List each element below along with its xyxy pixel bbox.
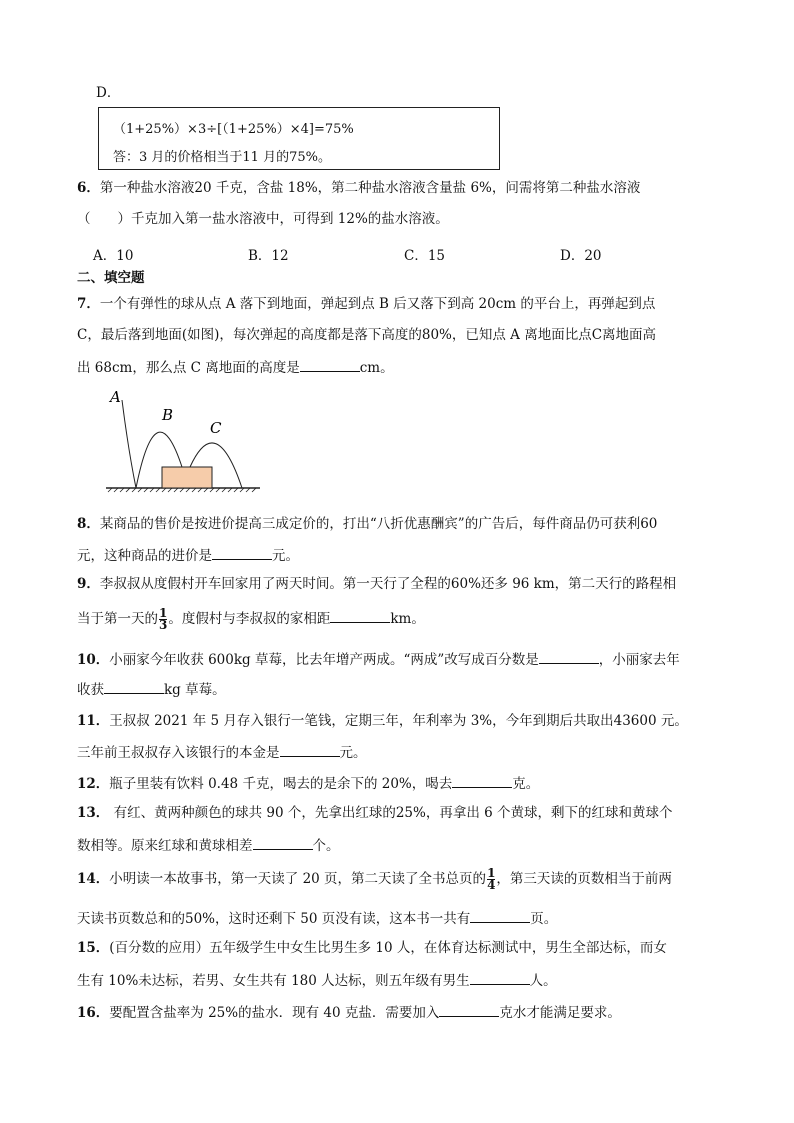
question-15-line-1: [77, 939, 667, 957]
fraction-numerator: 1: [487, 866, 496, 880]
question-13-line-1: [77, 804, 673, 822]
fraction: [487, 868, 495, 891]
question-text: 要配置含盐率为 25%的盐水．现有 40 克盐．需要加入: [109, 1005, 440, 1021]
section-title: 二、填空题: [77, 270, 145, 286]
question-9-line-2: [77, 606, 425, 632]
question-10-line-2: [77, 679, 226, 699]
answer-blank[interactable]: [280, 742, 340, 757]
question-8-line-2: [77, 545, 299, 565]
question-number: 15．: [77, 940, 110, 956]
question-12-line-1: [77, 773, 539, 793]
question-10-line-1: [77, 649, 680, 669]
question-text: 一个有弹性的球从点 A 落下到地面，弹起到点 B 后又落下到高 20cm 的平台上，再弹起到点: [99, 296, 656, 312]
option-b: B．12: [248, 248, 289, 264]
question-text: 小明读一本故事书，第一天读了 20 页，第二天读了全书总页的: [109, 871, 487, 887]
question-number: 11．: [77, 713, 110, 729]
question-7-line-1: [77, 295, 655, 313]
question-text: 某商品的售价是按进价提高三成定价的，打出“八折优惠酬宾”的广告后，每件商品仍可获利60: [99, 516, 658, 532]
question-number: 6．: [77, 180, 100, 196]
question-text: cm。: [359, 360, 394, 376]
question-6-line-1: [77, 179, 640, 197]
question-8-line-1: [77, 515, 657, 533]
question-text: 元，这种商品的进价是: [77, 548, 212, 564]
question-text: 人。: [529, 973, 557, 989]
question-text: ，小丽家去年: [598, 652, 680, 668]
question-number: 10．: [77, 652, 110, 668]
option-a: A．10: [93, 248, 134, 264]
question-text: 出 68cm，那么点 C 离地面的高度是: [77, 360, 300, 376]
question-text: ，第三天读的页数相当于前两: [496, 871, 672, 887]
label-a: A: [110, 388, 121, 406]
question-text: 。度假村与李叔叔的家相距: [168, 611, 331, 627]
question-text: 数相等。原来红球和黄球相差: [77, 838, 253, 854]
question-text: 三年前王叔叔存入该银行的本金是: [77, 745, 280, 761]
answer-blank[interactable]: [330, 608, 390, 623]
box-answer: 答：3 月的价格相当于11 月的75%。: [113, 150, 331, 165]
fraction: [159, 608, 167, 631]
answer-box: [98, 107, 500, 170]
question-text: 天读书页数总和的50%，这时还剩下 50 页没有读，这本书一共有: [77, 911, 471, 927]
question-text: 小丽家今年收获 600kg 草莓，比去年增产两成。“两成”改写成百分数是: [109, 652, 539, 668]
question-text: 元。: [339, 745, 367, 761]
question-16-line-1: [77, 1002, 621, 1022]
option-d-label: D．: [96, 85, 121, 101]
answer-blank[interactable]: [104, 679, 164, 694]
question-text: 王叔叔 2021 年 5 月存入银行一笔钱，定期三年，年利率为 3%，今年到期后共取出43600 元。: [109, 713, 688, 729]
question-9-line-1: [77, 575, 676, 593]
question-number: 16．: [77, 1005, 110, 1021]
question-text: 李叔叔从度假村开车回家用了两天时间。第一天行了全程的60%还多 96 km，第二天行的路程相: [99, 576, 677, 592]
question-text: 有红、黄两种颜色的球共 90 个，先拿出红球的25%，再拿出 6 个黄球，剩下的红球和黄球个: [109, 805, 673, 821]
question-text: 当于第一天的: [77, 611, 158, 627]
option-c: C．15: [404, 248, 446, 264]
question-text: 瓶子里装有饮料 0.48 千克，喝去的是余下的 20%，喝去: [109, 776, 453, 792]
bouncing-ball-figure: [104, 388, 264, 494]
option-d: D．20: [560, 248, 602, 264]
answer-blank[interactable]: [539, 649, 599, 664]
question-14-line-2: [77, 908, 557, 928]
question-text: 元。: [272, 548, 299, 564]
question-11-line-1: [77, 712, 688, 730]
question-text: 页。: [530, 911, 558, 927]
question-6-line-2: （ ）千克加入第一盐水溶液中，可得到 12%的盐水溶液。: [77, 211, 449, 227]
question-15-line-2: [77, 970, 557, 990]
answer-blank[interactable]: [470, 970, 530, 985]
question-13-line-2: [77, 835, 340, 855]
question-text: 第一种盐水溶液20 千克，含盐 18%，第二种盐水溶液含量盐 6%，问需将第二种盐水溶液: [99, 180, 641, 196]
answer-blank[interactable]: [253, 835, 313, 850]
answer-blank[interactable]: [212, 545, 272, 560]
box-equation: （1+25%）×3÷[（1+25%）×4]=75%: [113, 122, 354, 137]
question-text: 克。: [512, 776, 540, 792]
fraction-denominator: 4: [487, 878, 496, 892]
answer-blank[interactable]: [300, 357, 360, 372]
question-number: 12．: [77, 776, 110, 792]
label-b: B: [162, 406, 174, 424]
label-c: C: [210, 419, 222, 437]
question-number: 14．: [77, 871, 110, 887]
question-text: kg 草莓。: [164, 682, 226, 698]
answer-blank[interactable]: [452, 773, 512, 788]
question-text: 个。: [312, 838, 340, 854]
question-11-line-2: [77, 742, 367, 762]
question-text: 收获: [77, 682, 104, 698]
question-number: 9．: [77, 576, 100, 592]
answer-blank[interactable]: [470, 908, 530, 923]
question-text: 克水才能满足要求。: [499, 1005, 621, 1021]
fraction-numerator: 1: [159, 606, 168, 620]
question-text: km。: [390, 611, 425, 627]
question-number: 7．: [77, 296, 100, 312]
question-number: 8．: [77, 516, 100, 532]
answer-blank[interactable]: [439, 1002, 499, 1017]
question-text: 生有 10%未达标，若男、女生共有 180 人达标，则五年级有男生: [77, 973, 470, 989]
question-7-line-2: C，最后落到地面(如图)，每次弹起的高度都是落下高度的80%，已知点 A 离地面比点C离地面高: [77, 327, 657, 343]
question-text: (百分数的应用）五年级学生中女生比男生多 10 人，在体育达标测试中，男生全部达标，而女: [109, 940, 667, 956]
fraction-denominator: 3: [159, 618, 168, 632]
question-number: 13．: [77, 805, 110, 821]
question-14-line-1: [77, 866, 672, 892]
question-7-line-3: [77, 357, 394, 377]
